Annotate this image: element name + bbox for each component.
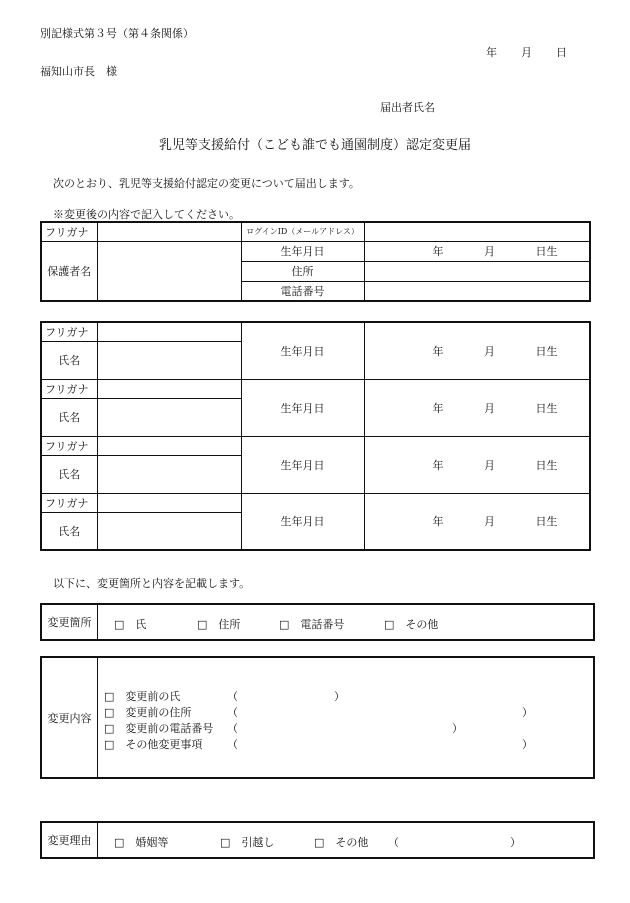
child-birth-year: 年: [432, 458, 444, 472]
guardian-name-field[interactable]: [97, 241, 241, 301]
guardian-birth-field[interactable]: [364, 241, 590, 261]
child-furigana-field[interactable]: [97, 379, 241, 398]
child-furigana-field[interactable]: [97, 493, 241, 512]
child-furigana-label: フリガナ: [41, 436, 97, 455]
child-name-field[interactable]: [97, 398, 241, 436]
change-reason-option-other[interactable]: □ その他: [314, 836, 369, 849]
child-name-label: 氏名: [41, 341, 97, 379]
before-phone-close: ）: [452, 722, 463, 735]
guardian-birth-day: 日生: [535, 245, 558, 258]
child-birth-label: 生年月日: [241, 379, 364, 436]
child-birth-month: 月: [484, 344, 495, 358]
before-address-open: （: [227, 706, 238, 719]
child-birth-year: 年: [432, 401, 444, 415]
child-name-field[interactable]: [97, 341, 241, 379]
child-name-field[interactable]: [97, 512, 241, 550]
other-change-option[interactable]: □ その他変更事項: [104, 738, 203, 751]
before-name-option[interactable]: □ 変更前の氏: [104, 690, 181, 703]
before-address-option[interactable]: □ 変更前の住所: [104, 706, 192, 719]
intro-text: 次のとおり、乳児等支援給付認定の変更について届出します。: [53, 177, 360, 190]
change-place-box: [40, 603, 595, 641]
change-reason-option-marriage[interactable]: □ 婚姻等: [114, 836, 169, 849]
change-reason-label: 変更理由: [42, 823, 98, 857]
section-intro: 以下に、変更箇所と内容を記載します。: [53, 577, 251, 590]
login-id-field[interactable]: [364, 222, 590, 241]
form-number: 別記様式第３号（第４条関係）: [40, 27, 194, 40]
before-phone-option[interactable]: □ 変更前の電話番号: [104, 722, 214, 735]
date-day-label: 日: [556, 46, 567, 59]
change-place-option-other[interactable]: □ その他: [384, 618, 439, 631]
child-birth-field[interactable]: [364, 436, 590, 493]
submitter-name-label: 届出者氏名: [380, 101, 435, 114]
addressee: 福知山市長 様: [40, 65, 117, 78]
child-furigana-label: フリガナ: [41, 493, 97, 512]
change-place-label: 変更箇所: [42, 605, 98, 639]
guardian-furigana-label: フリガナ: [41, 222, 97, 241]
other-change-close: ）: [522, 738, 533, 751]
page-title: 乳児等支援給付（こども誰でも通園制度）認定変更届: [158, 138, 471, 153]
guardian-name-label: 保護者名: [41, 241, 97, 301]
child-birth-year: 年: [432, 515, 444, 529]
child-name-label: 氏名: [41, 512, 97, 550]
child-birth-field[interactable]: [364, 379, 590, 436]
child-name-field[interactable]: [97, 455, 241, 493]
children-table: [40, 321, 591, 551]
change-reason-open: （: [388, 836, 399, 849]
guardian-address-label: 住所: [241, 261, 364, 281]
child-furigana-field[interactable]: [97, 322, 241, 341]
date-year-label: 年: [486, 46, 497, 59]
child-birth-day: 日生: [535, 344, 558, 358]
change-reason-option-moving[interactable]: □ 引越し: [220, 836, 275, 849]
child-birth-day: 日生: [535, 515, 558, 529]
guardian-phone-label: 電話番号: [241, 281, 364, 301]
before-address-close: ）: [522, 706, 533, 719]
guardian-furigana-field[interactable]: [97, 222, 241, 241]
change-content-box: [40, 656, 595, 779]
child-birth-field[interactable]: [364, 322, 590, 379]
child-birth-day: 日生: [535, 458, 558, 472]
child-name-label: 氏名: [41, 455, 97, 493]
child-name-label: 氏名: [41, 398, 97, 436]
before-phone-open: （: [227, 722, 238, 735]
child-birth-year: 年: [432, 344, 444, 358]
guardian-phone-field[interactable]: [364, 281, 590, 301]
change-place-option-name[interactable]: □ 氏: [114, 618, 147, 631]
login-id-label: ログインID（メールアドレス）: [241, 222, 364, 241]
guardian-birth-month: 月: [484, 245, 495, 258]
child-birth-month: 月: [484, 401, 495, 415]
change-reason-box: [40, 821, 595, 859]
guardian-birth-label: 生年月日: [241, 241, 364, 261]
child-birth-field[interactable]: [364, 493, 590, 550]
child-birth-label: 生年月日: [241, 436, 364, 493]
guardian-birth-year: 年: [432, 245, 444, 258]
change-content-label: 変更内容: [42, 658, 98, 777]
child-furigana-label: フリガナ: [41, 322, 97, 341]
child-furigana-label: フリガナ: [41, 379, 97, 398]
child-birth-month: 月: [484, 458, 495, 472]
change-place-option-phone[interactable]: □ 電話番号: [279, 618, 345, 631]
child-birth-label: 生年月日: [241, 493, 364, 550]
child-furigana-field[interactable]: [97, 436, 241, 455]
before-name-close: ）: [334, 690, 345, 703]
guardian-address-field[interactable]: [364, 261, 590, 281]
other-change-open: （: [227, 738, 238, 751]
before-name-open: （: [227, 690, 238, 703]
child-birth-label: 生年月日: [241, 322, 364, 379]
child-birth-day: 日生: [535, 401, 558, 415]
change-reason-close: ）: [510, 836, 521, 849]
date-month-label: 月: [521, 46, 532, 59]
note-text: ※変更後の内容で記入してください。: [53, 208, 240, 221]
child-birth-month: 月: [484, 515, 495, 529]
change-place-option-address[interactable]: □ 住所: [197, 618, 241, 631]
guardian-table: [40, 221, 591, 302]
